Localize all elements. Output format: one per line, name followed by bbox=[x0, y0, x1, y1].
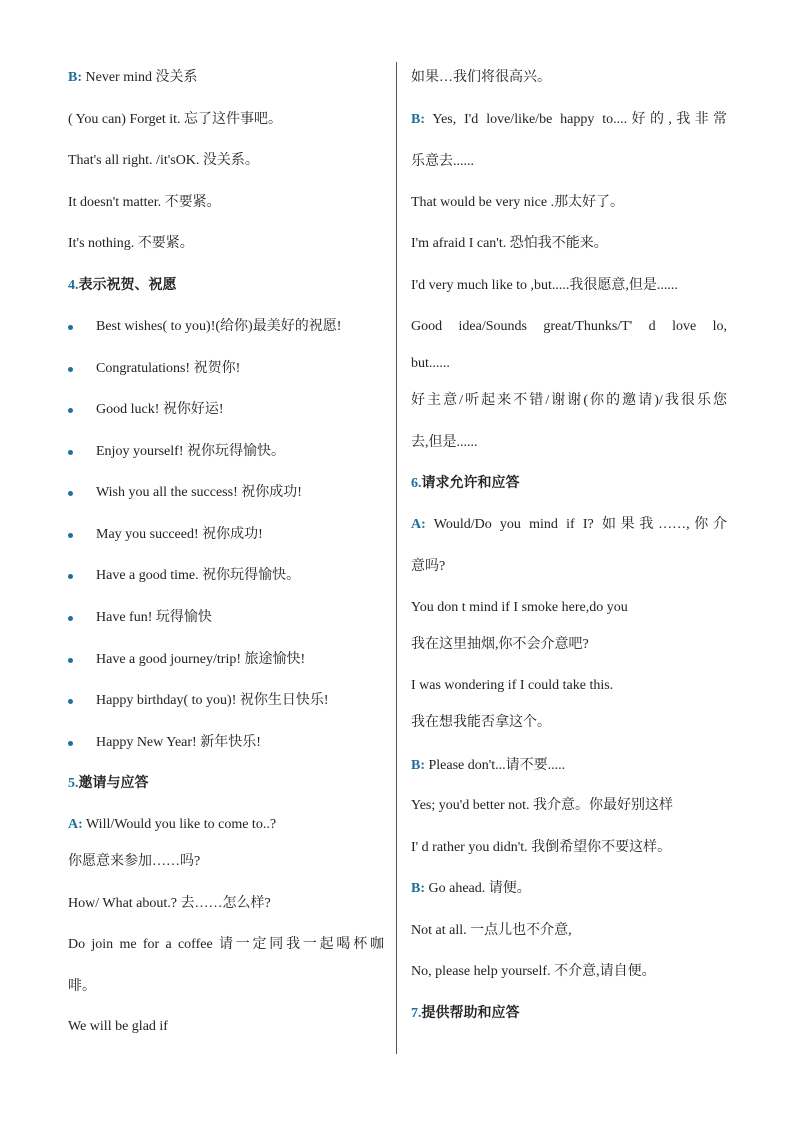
bullet-item: Have a good time. 祝你玩得愉快。 bbox=[96, 568, 301, 583]
bullet-item: Have fun! 玩得愉快 bbox=[96, 610, 212, 625]
line-would-you-cn: 你愿意来参加……吗? bbox=[68, 854, 201, 869]
bullet-item: Happy birthday( to you)! 祝你生日快乐! bbox=[96, 693, 329, 708]
bullet-item: May you succeed! 祝你成功! bbox=[96, 527, 263, 542]
line-never-mind bbox=[68, 69, 197, 87]
label-b: B: bbox=[68, 70, 82, 85]
line-text: Will/Would you like to come to..? bbox=[82, 817, 277, 832]
section-heading-7 bbox=[411, 1005, 520, 1023]
line-its-nothing: It's nothing. 不要紧。 bbox=[68, 236, 194, 251]
line-smoke-cn: 我在这里抽烟,你不会介意吧? bbox=[411, 637, 589, 652]
bullet-icon bbox=[68, 325, 73, 330]
bullet-item: Wish you all the success! 祝你成功! bbox=[96, 485, 302, 500]
bullet-item: Happy New Year! 新年快乐! bbox=[96, 735, 261, 750]
line-afraid: I'm afraid I can't. 恐怕我不能来。 bbox=[411, 236, 608, 251]
line-happy-to-go: 乐意去...... bbox=[411, 154, 474, 169]
line-text: Go ahead. 请便。 bbox=[425, 881, 531, 896]
line-not-at-all: Not at all. 一点儿也不介意, bbox=[411, 923, 572, 938]
line-do-join: Do join me for a coffee 请一定同我一起喝杯咖 bbox=[68, 937, 384, 952]
line-rather-not: I' d rather you didn't. 我倒希望你不要这样。 bbox=[411, 840, 672, 855]
label-b: B: bbox=[411, 112, 425, 127]
line-thats-all-right: That's all right. /it'sOK. 没关系。 bbox=[68, 153, 259, 168]
line-but: but...... bbox=[411, 356, 450, 371]
heading-number: 7. bbox=[411, 1006, 422, 1021]
line-very-nice: That would be very nice .那太好了。 bbox=[411, 195, 625, 210]
line-forget-it: ( You can) Forget it. 忘了这件事吧。 bbox=[68, 112, 283, 127]
line-better-not: Yes; you'd better not. 我介意。你最好别这样 bbox=[411, 798, 674, 813]
line-mind-cont: 意吗? bbox=[411, 559, 446, 574]
heading-number: 5. bbox=[68, 776, 79, 791]
bullet-item: Best wishes( to you)!(给你)最美好的祝愿! bbox=[96, 319, 342, 334]
section-heading-5 bbox=[68, 775, 149, 793]
line-wondering-cn: 我在想我能否拿这个。 bbox=[411, 715, 551, 730]
heading-text: 表示祝贺、祝愿 bbox=[78, 278, 177, 293]
column-divider bbox=[396, 62, 397, 1054]
bullet-icon bbox=[68, 450, 73, 455]
bullet-icon bbox=[68, 491, 73, 496]
line-text: Please don't...请不要..... bbox=[425, 758, 566, 773]
bullet-item: Have a good journey/trip! 旅途愉快! bbox=[96, 652, 306, 667]
bullet-icon bbox=[68, 699, 73, 704]
line-text: Yes, I'd love/like/be happy to....好的,我非常 bbox=[425, 112, 727, 127]
line-if-glad: 如果…我们将很高兴。 bbox=[411, 70, 551, 85]
line-good-idea: Good idea/Sounds great/Thunks/T' d love lo, bbox=[411, 319, 727, 334]
line-very-much-like: I'd very much like to ,but.....我很愿意,但是...... bbox=[411, 278, 678, 293]
bullet-item: Enjoy yourself! 祝你玩得愉快。 bbox=[96, 444, 285, 459]
line-doesnt-matter: It doesn't matter. 不要紧。 bbox=[68, 195, 221, 210]
line-how-what-about: How/ What about.? 去……怎么样? bbox=[68, 896, 271, 911]
line-help-yourself: No, please help yourself. 不介意,请自便。 bbox=[411, 964, 656, 979]
bullet-icon bbox=[68, 408, 73, 413]
line-will-would bbox=[68, 816, 276, 834]
heading-text: 请求允许和应答 bbox=[421, 476, 520, 491]
label-a: A: bbox=[411, 517, 426, 532]
label-b: B: bbox=[411, 758, 425, 773]
heading-number: 6. bbox=[411, 476, 422, 491]
line-good-idea-cn: 好主意/听起来不错/谢谢(你的邀请)/我很乐您 bbox=[411, 393, 727, 408]
line-would-you-mind bbox=[411, 516, 727, 534]
section-heading-4 bbox=[68, 277, 177, 295]
bullet-icon bbox=[68, 367, 73, 372]
line-text: Would/Do you mind if I? 如果我……,你介 bbox=[425, 517, 727, 532]
line-we-will: We will be glad if bbox=[68, 1019, 168, 1034]
label-a: A: bbox=[68, 817, 83, 832]
line-please-dont bbox=[411, 757, 565, 775]
line-go-ahead bbox=[411, 880, 531, 898]
line-yes-love bbox=[411, 111, 727, 129]
line-smoke-here: You don t mind if I smoke here,do you bbox=[411, 600, 628, 615]
bullet-icon bbox=[68, 533, 73, 538]
section-heading-6 bbox=[411, 475, 520, 493]
line-go-but: 去,但是...... bbox=[411, 435, 478, 450]
line-do-join-cont: 啡。 bbox=[68, 979, 96, 994]
bullet-item: Good luck! 祝你好运! bbox=[96, 402, 224, 417]
bullet-icon bbox=[68, 574, 73, 579]
bullet-item: Congratulations! 祝贺你! bbox=[96, 361, 241, 376]
bullet-icon bbox=[68, 741, 73, 746]
heading-text: 邀请与应答 bbox=[78, 776, 149, 791]
line-was-wondering: I was wondering if I could take this. bbox=[411, 678, 614, 693]
label-b: B: bbox=[411, 881, 425, 896]
heading-text: 提供帮助和应答 bbox=[421, 1006, 520, 1021]
bullet-icon bbox=[68, 658, 73, 663]
bullet-icon bbox=[68, 616, 73, 621]
heading-number: 4. bbox=[68, 278, 79, 293]
line-text: Never mind 没关系 bbox=[82, 70, 198, 85]
